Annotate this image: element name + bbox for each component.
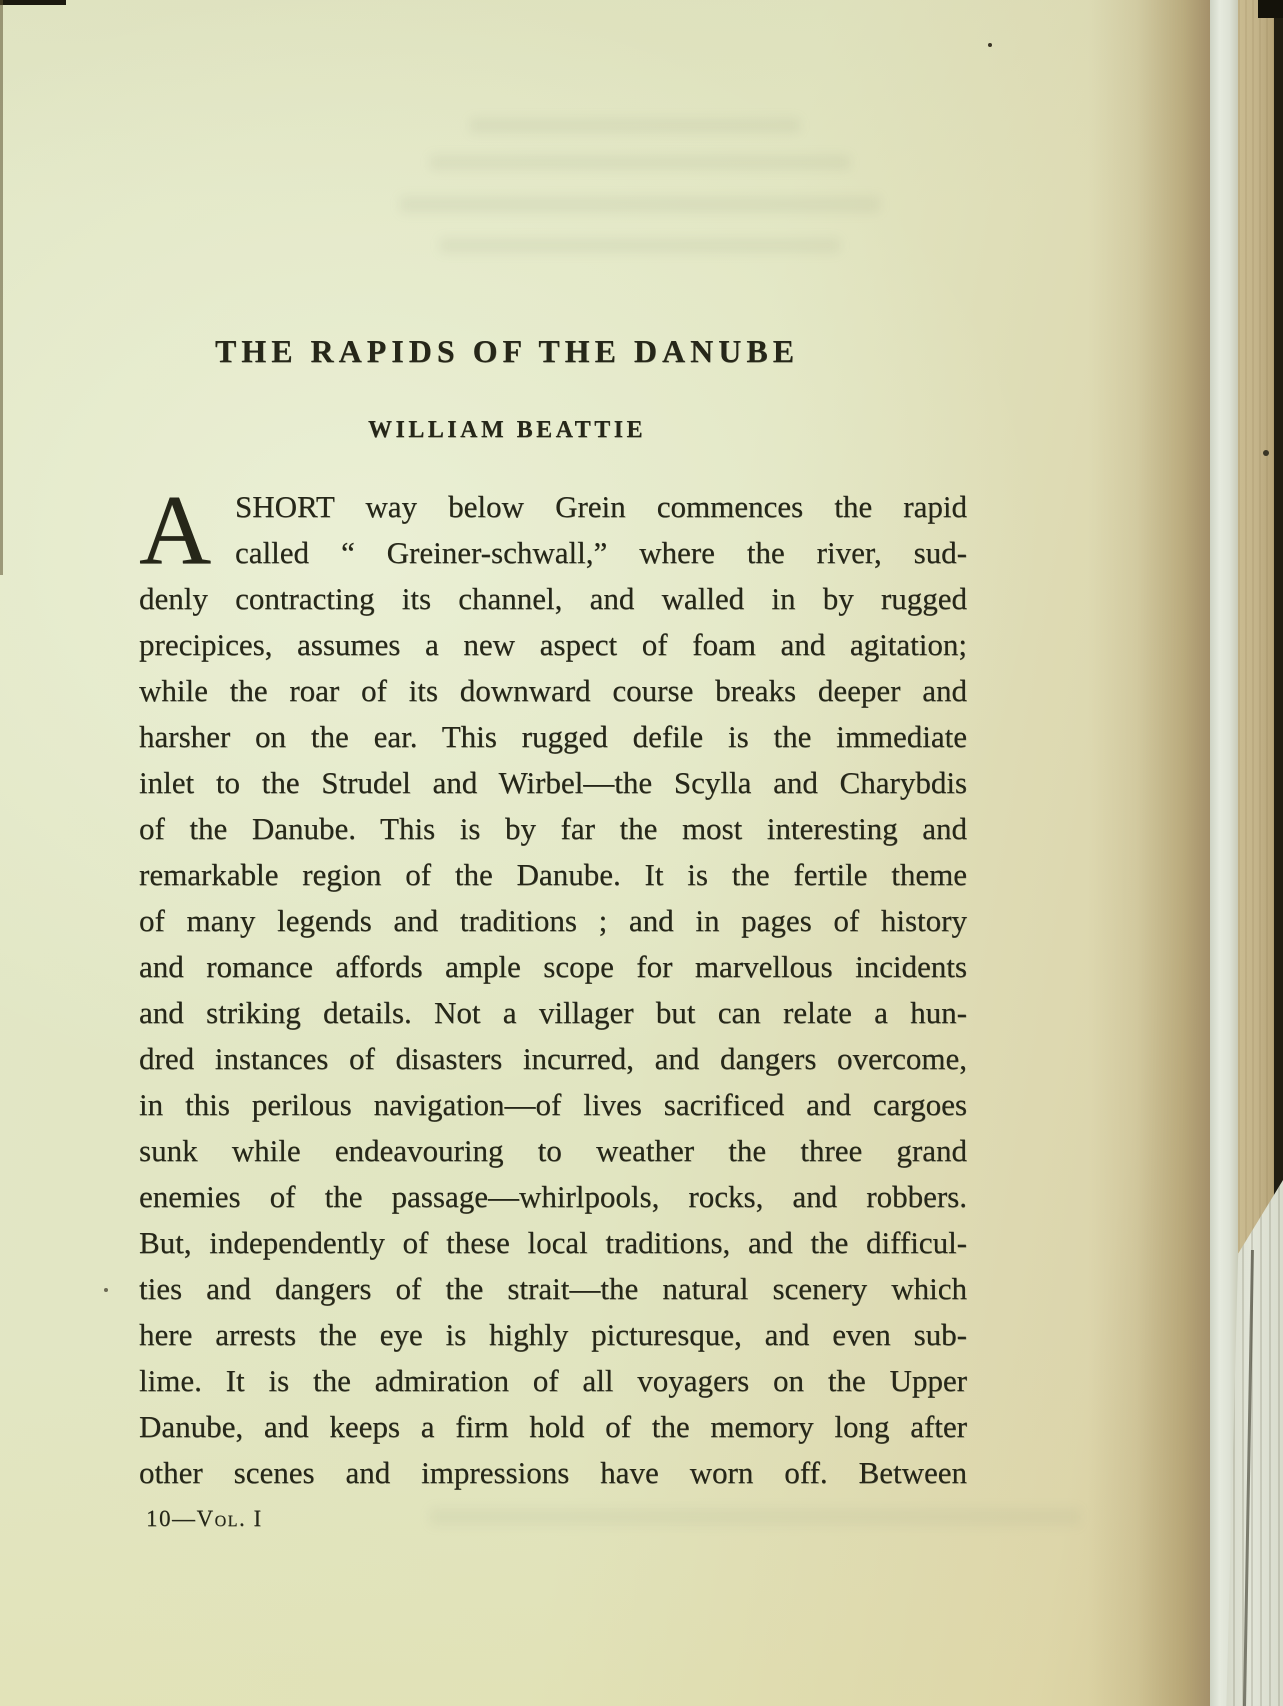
body-line: in this perilous navigation—of lives sacrificed and cargoes xyxy=(139,1087,967,1122)
scan-speck xyxy=(988,43,992,47)
body-line: sunk while endeavouring to weather the three grand xyxy=(139,1133,967,1168)
body-line: SHORT way below Grein commences the rapid xyxy=(235,489,967,524)
body-line: harsher on the ear. This rugged defile is the immediate xyxy=(139,719,967,754)
bleed-through-ghost xyxy=(430,155,850,170)
body-line: enemies of the passage—whirlpools, rocks, and robbers. xyxy=(139,1179,967,1214)
body-line: ties and dangers of the strait—the natural scenery which xyxy=(139,1271,967,1306)
body-line: and striking details. Not a villager but can relate a hun- xyxy=(139,995,967,1030)
body-line: Danube, and keeps a firm hold of the memory long after xyxy=(139,1409,967,1444)
body-line: of the Danube. This is by far the most interesting and xyxy=(139,811,967,846)
body-line: inlet to the Strudel and Wirbel—the Scylla and Charybdis xyxy=(139,765,967,800)
body-line: But, independently of these local traditions, and the difficul- xyxy=(139,1225,967,1260)
bleed-through-ghost xyxy=(470,118,800,133)
scan-speck xyxy=(1263,450,1269,456)
bleed-through-ghost xyxy=(400,196,880,213)
body-line: called “ Greiner-schwall,” where the river, sud- xyxy=(235,535,967,570)
author-name: WILLIAM BEATTIE xyxy=(367,417,647,443)
body-line: denly contracting its channel, and walled in by rugged xyxy=(139,581,967,616)
bleed-through-ghost xyxy=(430,1508,1080,1526)
scan-speck xyxy=(104,1288,108,1292)
body-line: lime. It is the admiration of all voyagers on the Upper xyxy=(139,1363,967,1398)
body-line: dred instances of disasters incurred, and dangers overcome, xyxy=(139,1041,967,1076)
signature-mark: 10—Vol. I xyxy=(146,1506,263,1531)
scan-edge-hairline xyxy=(0,0,3,575)
body-line: here arrests the eye is highly picturesque, and even sub- xyxy=(139,1317,967,1352)
chapter-title: THE RAPIDS OF THE DANUBE xyxy=(214,333,800,369)
body-line: remarkable region of the Danube. It is the fertile theme xyxy=(139,857,967,892)
drop-cap: A xyxy=(139,474,212,585)
scan-edge-notch xyxy=(0,0,66,5)
body-line: of many legends and traditions ; and in pages of history xyxy=(139,903,967,938)
bleed-through-ghost xyxy=(440,238,840,253)
book-edge-corner xyxy=(1258,0,1283,18)
body-text xyxy=(139,474,967,1496)
body-line: other scenes and impressions have worn off. Between xyxy=(139,1455,967,1490)
body-line: while the roar of its downward course breaks deeper and xyxy=(139,673,967,708)
body-line: and romance affords ample scope for marvellous incidents xyxy=(139,949,967,984)
body-line: precipices, assumes a new aspect of foam and agitation; xyxy=(139,627,967,662)
page-fold-shadow xyxy=(1088,0,1210,1706)
